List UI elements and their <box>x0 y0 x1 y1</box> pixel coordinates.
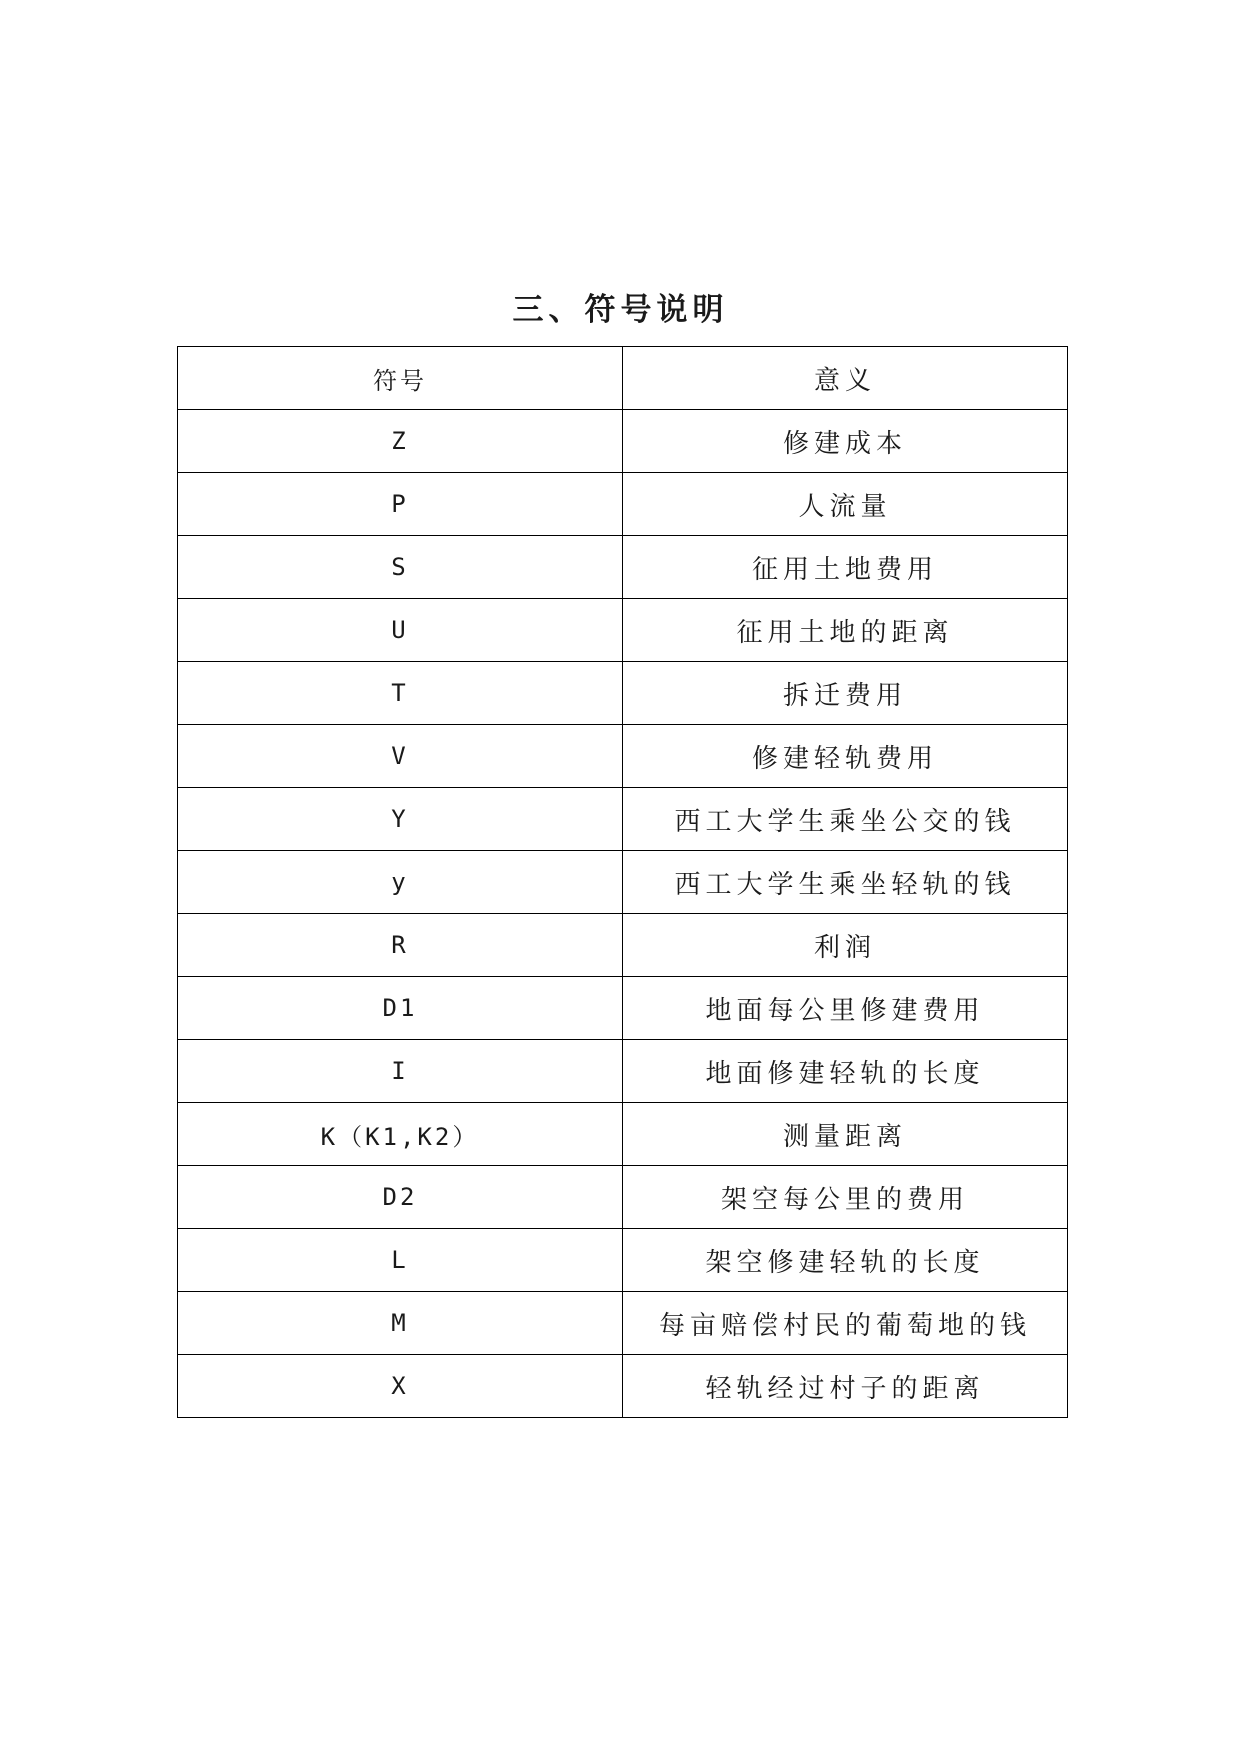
header-symbol: 符号 <box>178 347 623 410</box>
meaning-cell: 征用土地的距离 <box>623 599 1068 662</box>
symbol-cell: D1 <box>178 977 623 1040</box>
table-row <box>178 977 1068 1040</box>
page-title: 三、符号说明 <box>512 292 729 328</box>
header-meaning: 意义 <box>623 347 1068 410</box>
meaning-cell: 拆迁费用 <box>623 662 1068 725</box>
symbol-cell: Z <box>178 410 623 473</box>
table-row <box>178 1166 1068 1229</box>
table-row <box>178 725 1068 788</box>
table-row <box>178 851 1068 914</box>
table-row <box>178 1103 1068 1166</box>
symbol-cell: K（K1,K2） <box>178 1103 623 1166</box>
table-row <box>178 1229 1068 1292</box>
symbol-cell: L <box>178 1229 623 1292</box>
symbol-cell: U <box>178 599 623 662</box>
table-row <box>178 473 1068 536</box>
table-body <box>178 347 1068 1418</box>
symbol-cell: y <box>178 851 623 914</box>
symbol-cell: X <box>178 1355 623 1418</box>
symbol-cell: D2 <box>178 1166 623 1229</box>
meaning-cell: 地面每公里修建费用 <box>623 977 1068 1040</box>
table-row <box>178 1292 1068 1355</box>
meaning-cell: 轻轨经过村子的距离 <box>623 1355 1068 1418</box>
meaning-cell: 人流量 <box>623 473 1068 536</box>
table-row <box>178 536 1068 599</box>
meaning-cell: 西工大学生乘坐轻轨的钱 <box>623 851 1068 914</box>
table-row <box>178 662 1068 725</box>
meaning-cell: 修建成本 <box>623 410 1068 473</box>
symbol-cell: M <box>178 1292 623 1355</box>
meaning-cell: 地面修建轻轨的长度 <box>623 1040 1068 1103</box>
meaning-cell: 利润 <box>623 914 1068 977</box>
table-row <box>178 1355 1068 1418</box>
symbol-cell: T <box>178 662 623 725</box>
symbol-cell: V <box>178 725 623 788</box>
symbol-cell: Y <box>178 788 623 851</box>
symbol-cell: P <box>178 473 623 536</box>
meaning-cell: 每亩赔偿村民的葡萄地的钱 <box>623 1292 1068 1355</box>
symbol-cell: R <box>178 914 623 977</box>
table-row <box>178 410 1068 473</box>
meaning-cell: 征用土地费用 <box>623 536 1068 599</box>
meaning-cell: 西工大学生乘坐公交的钱 <box>623 788 1068 851</box>
table-header-row <box>178 347 1068 410</box>
table-row <box>178 599 1068 662</box>
symbol-cell: I <box>178 1040 623 1103</box>
meaning-cell: 架空修建轻轨的长度 <box>623 1229 1068 1292</box>
table-row <box>178 1040 1068 1103</box>
table-row <box>178 914 1068 977</box>
meaning-cell: 修建轻轨费用 <box>623 725 1068 788</box>
meaning-cell: 测量距离 <box>623 1103 1068 1166</box>
meaning-cell: 架空每公里的费用 <box>623 1166 1068 1229</box>
symbol-table <box>177 346 1068 1418</box>
symbol-cell: S <box>178 536 623 599</box>
table-row <box>178 788 1068 851</box>
